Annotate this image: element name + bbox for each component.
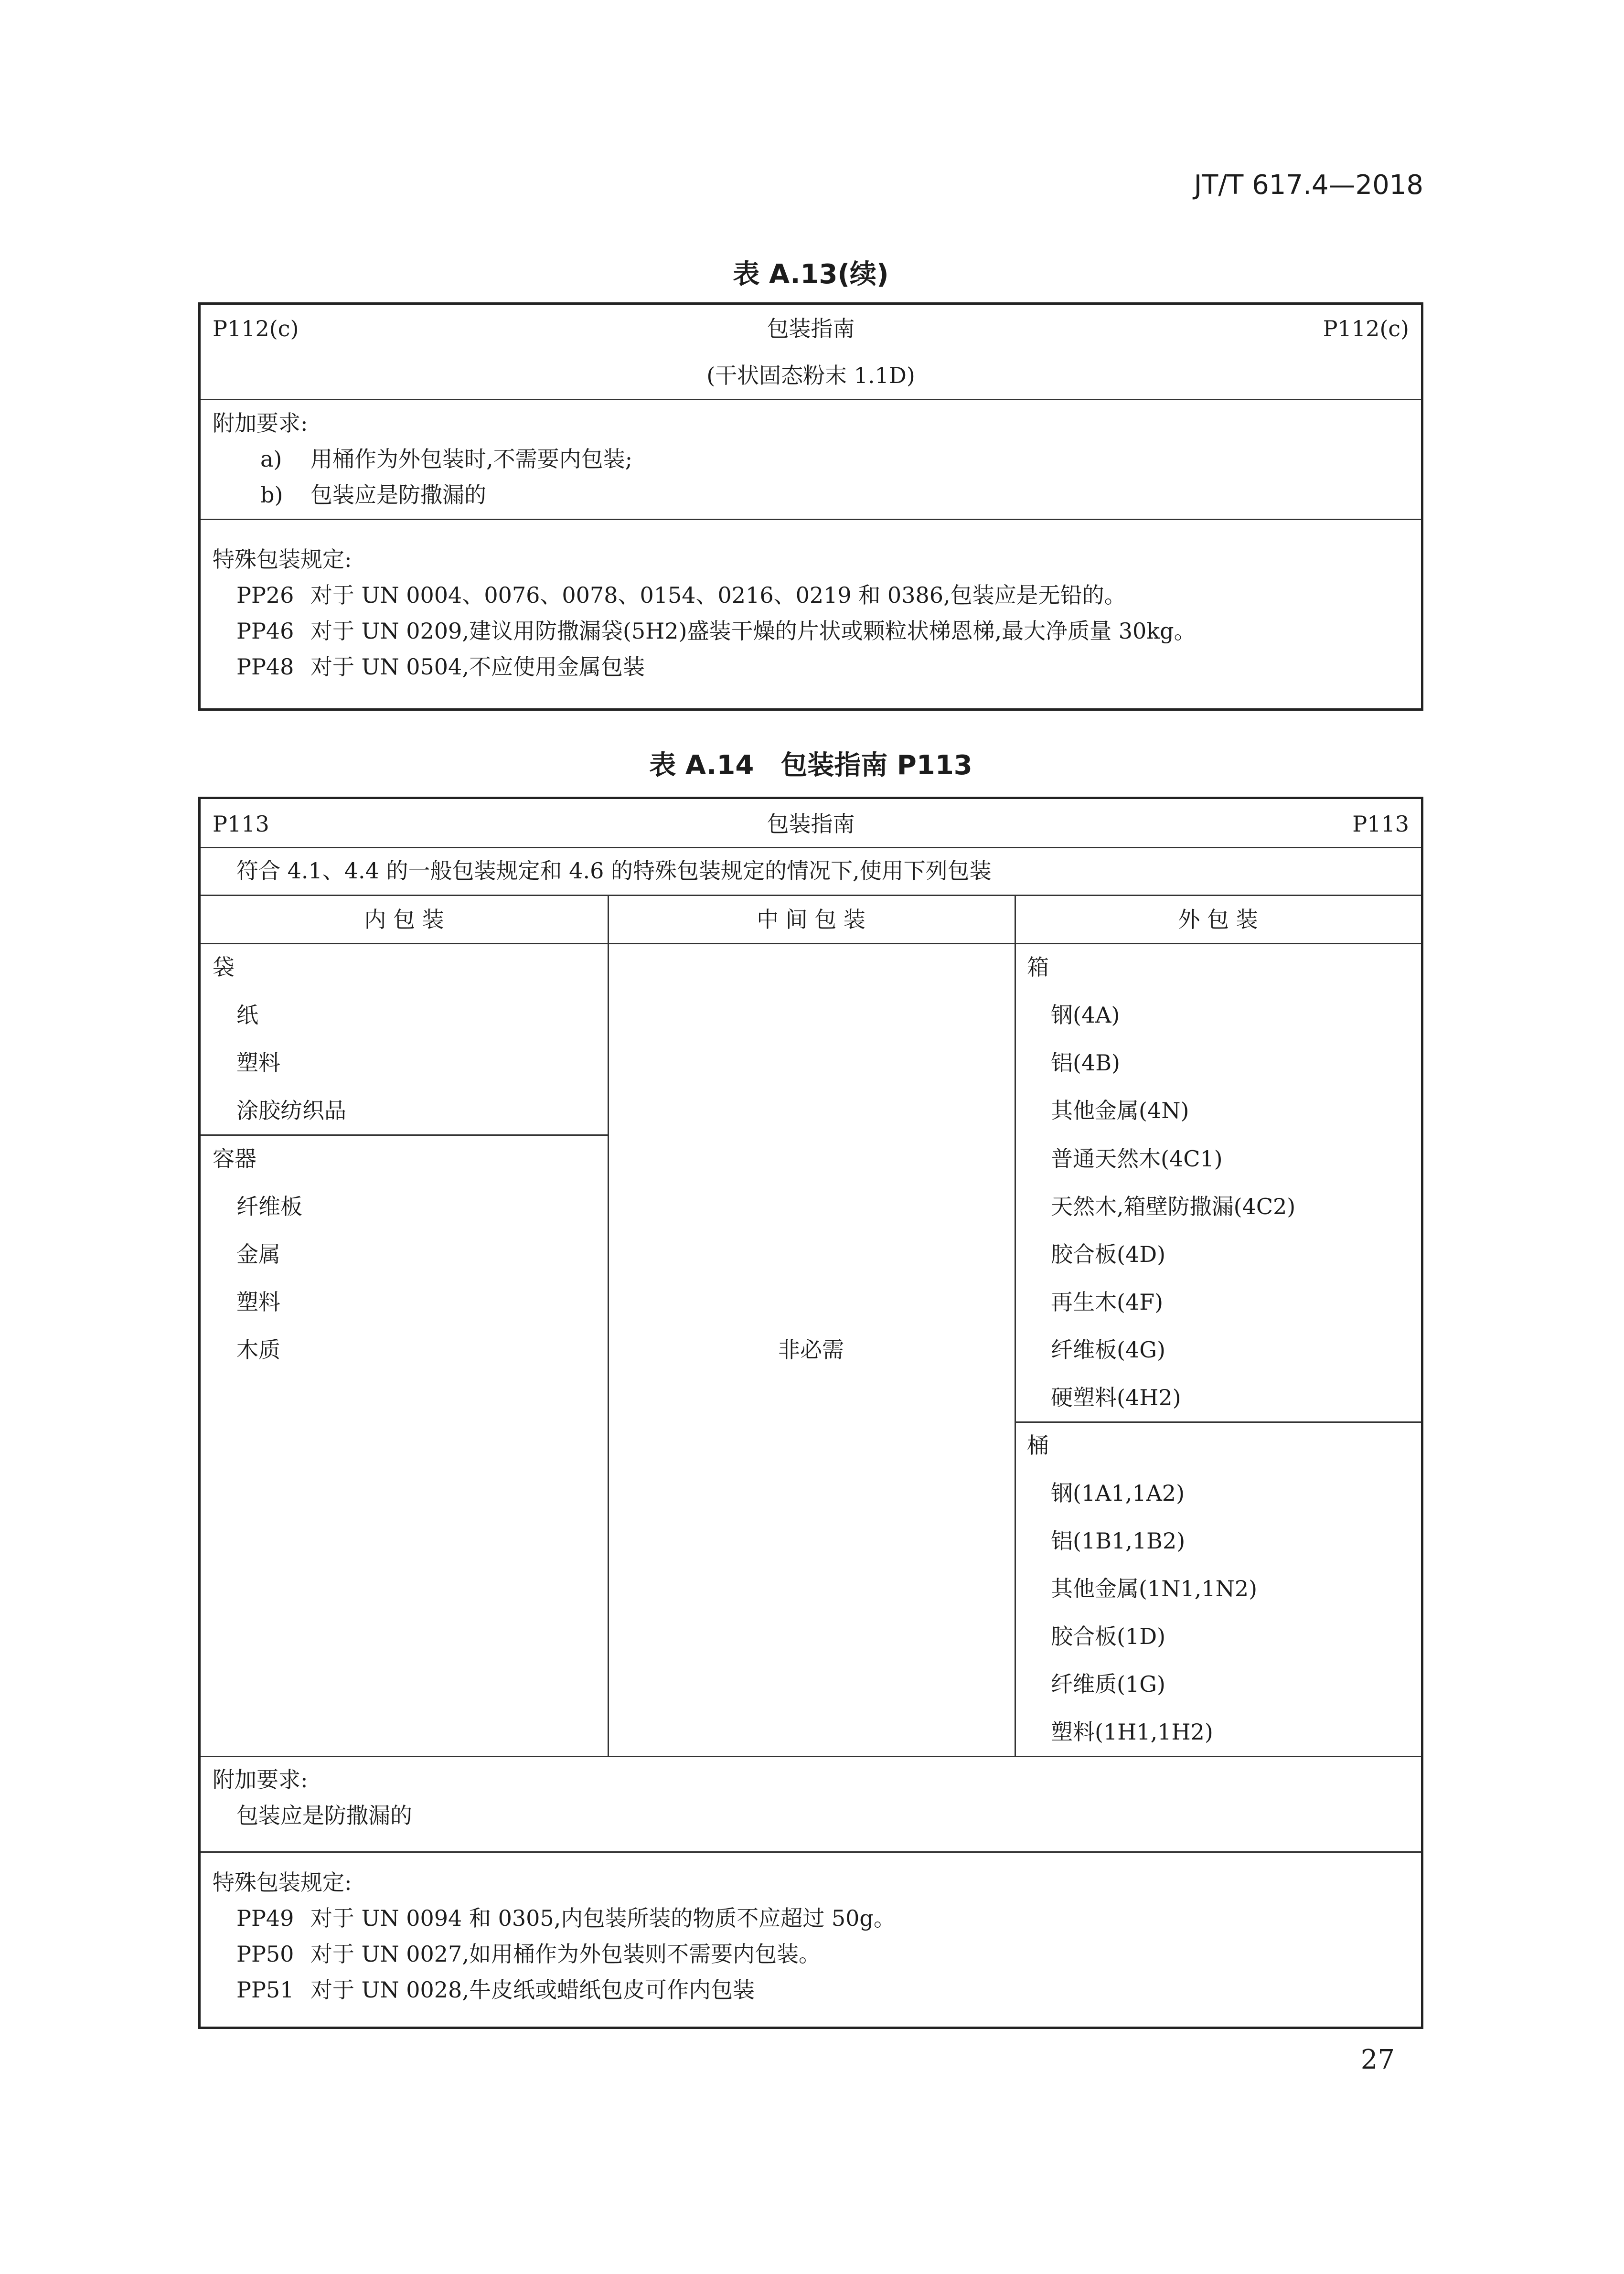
- a13-special-code: PP46: [236, 618, 294, 644]
- table-a14: [198, 797, 1423, 2029]
- a13-additional-heading: 附加要求:: [213, 410, 308, 436]
- divider: [201, 1134, 608, 1136]
- column-separator: [608, 1601, 609, 1756]
- a14-inner-group-container: 容器: [213, 1146, 256, 1172]
- a14-special-heading: 特殊包装规定:: [213, 1869, 352, 1895]
- divider: [201, 895, 1421, 896]
- a14-special-text: 对于 UN 0028,牛皮纸或蜡纸包皮可作内包装: [310, 1977, 755, 2003]
- a14-outer-item: 天然木,箱壁防撒漏(4C2): [1051, 1194, 1296, 1219]
- a13-special-text: 对于 UN 0504,不应使用金属包装: [310, 654, 645, 680]
- a14-inner-item: 塑料: [236, 1289, 280, 1315]
- a14-outer-item: 钢(1A1,1A2): [1051, 1480, 1185, 1506]
- divider: [1015, 1421, 1421, 1423]
- a13-special-text: 对于 UN 0209,建议用防撒漏袋(5H2)盛装干燥的片状或颗粒状梯恩梯,最大净质量 30kg。: [310, 618, 1196, 644]
- a14-title: 包装指南: [767, 811, 855, 837]
- a13-title: 包装指南: [767, 316, 855, 342]
- a14-intermediate-value: 非必需: [778, 1337, 844, 1363]
- a14-special-code: PP49: [236, 1905, 294, 1931]
- a14-code-right: P113: [1352, 811, 1409, 837]
- a13-additional-text: 用桶作为外包装时,不需要内包装;: [310, 446, 633, 472]
- a14-outer-group-drum: 桶: [1027, 1432, 1049, 1458]
- a14-outer-item: 塑料(1H1,1H2): [1051, 1719, 1213, 1745]
- column-separator: [1015, 895, 1016, 1601]
- divider: [201, 519, 1421, 520]
- a13-subtitle: (干状固态粉末 1.1D): [706, 363, 915, 388]
- column-separator: [1015, 1601, 1016, 1756]
- a13-special-text: 对于 UN 0004、0076、0078、0154、0216、0219 和 0386,包装应是无铅的。: [310, 582, 1126, 608]
- a14-outer-item: 再生木(4F): [1051, 1289, 1164, 1315]
- a14-col-inner: 内 包 装: [364, 907, 444, 932]
- table-a14-caption: 表 A.14 包装指南 P113: [649, 750, 972, 781]
- standard-code: JT/T 617.4—2018: [1194, 170, 1423, 201]
- divider: [201, 1756, 1421, 1757]
- a13-code-right: P112(c): [1323, 316, 1409, 342]
- divider: [201, 943, 1421, 944]
- a13-special-heading: 特殊包装规定:: [213, 546, 352, 572]
- a14-outer-item: 硬塑料(4H2): [1051, 1385, 1181, 1410]
- a14-outer-item: 普通天然木(4C1): [1051, 1146, 1223, 1172]
- a14-special-code: PP51: [236, 1977, 294, 2003]
- a14-outer-group-box: 箱: [1027, 954, 1049, 980]
- a14-col-intermediate: 中 间 包 装: [757, 907, 865, 932]
- a14-special-text: 对于 UN 0094 和 0305,内包装所装的物质不应超过 50g。: [310, 1905, 896, 1931]
- a14-col-outer: 外 包 装: [1178, 907, 1258, 932]
- a14-special-text: 对于 UN 0027,如用桶作为外包装则不需要内包装。: [310, 1941, 821, 1967]
- a14-inner-group-bag: 袋: [213, 954, 235, 980]
- a14-outer-item: 其他金属(4N): [1051, 1098, 1189, 1123]
- a14-additional-heading: 附加要求:: [213, 1767, 308, 1793]
- a14-additional-text: 包装应是防撒漏的: [236, 1803, 412, 1828]
- a14-outer-item: 胶合板(4D): [1051, 1241, 1166, 1267]
- a14-inner-item: 纸: [236, 1002, 258, 1028]
- a13-special-code: PP48: [236, 654, 294, 680]
- a14-outer-item: 纤维质(1G): [1051, 1671, 1165, 1697]
- a14-outer-item: 铝(1B1,1B2): [1051, 1528, 1186, 1554]
- a14-inner-item: 塑料: [236, 1050, 280, 1076]
- a14-inner-item: 金属: [236, 1241, 280, 1267]
- a13-additional-text: 包装应是防撒漏的: [310, 482, 486, 508]
- a14-outer-item: 胶合板(1D): [1051, 1623, 1166, 1649]
- a13-additional-marker: b): [260, 482, 283, 508]
- a14-inner-item: 纤维板: [236, 1194, 302, 1219]
- a13-code-left: P112(c): [213, 316, 299, 342]
- a14-outer-item: 铝(4B): [1051, 1050, 1120, 1076]
- a14-outer-item: 其他金属(1N1,1N2): [1051, 1576, 1258, 1601]
- table-a13-caption: 表 A.13(续): [733, 259, 889, 290]
- a14-code-left: P113: [213, 811, 269, 837]
- a14-special-code: PP50: [236, 1941, 294, 1967]
- page-number: 27: [1360, 2044, 1395, 2075]
- divider: [201, 847, 1421, 848]
- column-separator: [608, 895, 609, 1601]
- a14-outer-item: 纤维板(4G): [1051, 1337, 1165, 1363]
- a14-outer-item: 钢(4A): [1051, 1002, 1120, 1028]
- a14-inner-item: 木质: [236, 1337, 280, 1363]
- a13-additional-marker: a): [260, 446, 282, 472]
- a14-inner-item: 涂胶纺织品: [236, 1098, 346, 1123]
- table-a13: [198, 302, 1423, 711]
- a13-special-code: PP26: [236, 582, 294, 608]
- divider: [201, 1851, 1421, 1853]
- a14-intro: 符合 4.1、4.4 的一般包装规定和 4.6 的特殊包装规定的情况下,使用下列包装: [236, 858, 992, 884]
- divider: [201, 399, 1421, 400]
